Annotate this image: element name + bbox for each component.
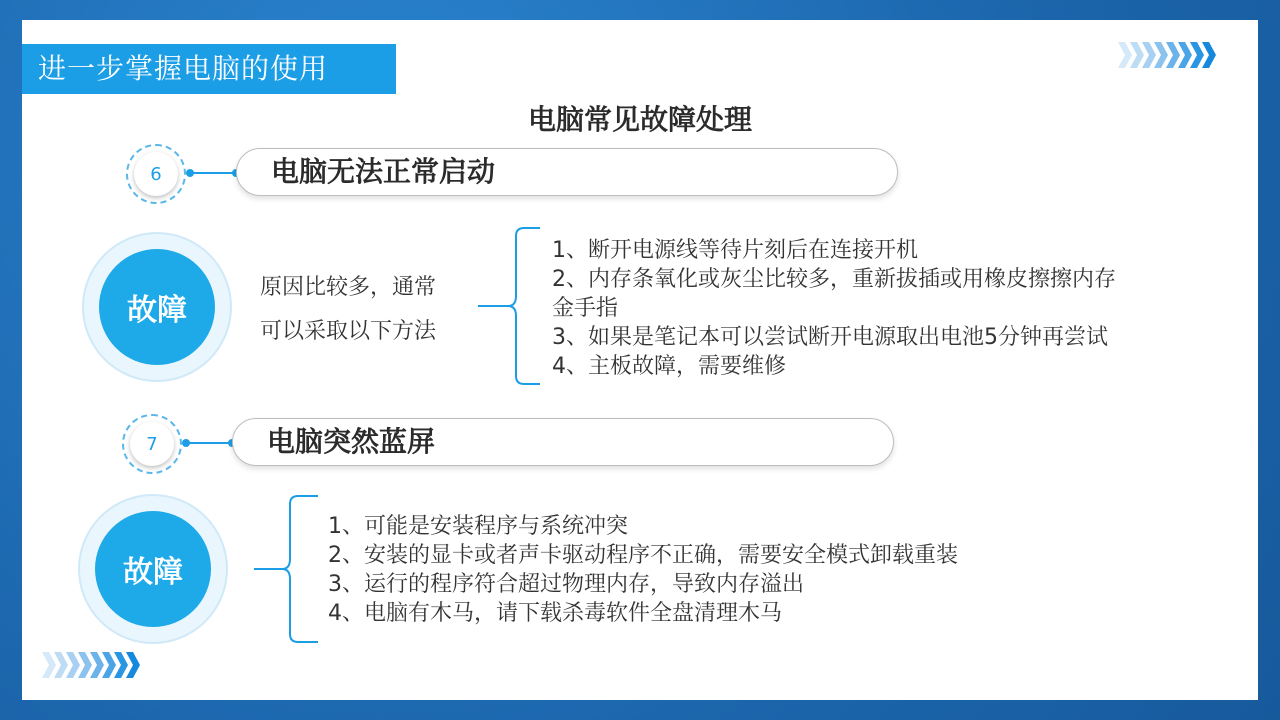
list-item: 4、主板故障，需要维修 bbox=[552, 354, 786, 379]
list-item: 2、内存条氧化或灰尘比较多，重新拔插或用橡皮擦擦内存 bbox=[552, 267, 1116, 292]
list-item: 1、断开电源线等待片刻后在连接开机 bbox=[552, 238, 918, 263]
fault-badge bbox=[82, 232, 232, 382]
list-item: 金手指 bbox=[552, 296, 619, 321]
slide bbox=[22, 20, 1258, 700]
fault-badge bbox=[78, 494, 228, 644]
list-item: 4、电脑有木马，请下载杀毒软件全盘清理木马 bbox=[328, 601, 782, 626]
list-item: 1、可能是安装程序与系统冲突 bbox=[328, 514, 628, 539]
header-banner: 进一步掌握电脑的使用 bbox=[22, 44, 396, 94]
page-title: 电脑常见故障处理 bbox=[527, 103, 752, 136]
section-number-badge bbox=[126, 144, 186, 204]
cause-line: 可以采取以下方法 bbox=[260, 319, 437, 344]
chevron-right-icon bbox=[42, 652, 138, 678]
connector-line bbox=[190, 172, 236, 174]
section-number-badge bbox=[122, 414, 182, 474]
connector-line bbox=[186, 442, 232, 444]
list-item: 3、运行的程序符合超过物理内存，导致内存溢出 bbox=[328, 572, 804, 597]
fault-label: 故障 bbox=[95, 511, 211, 627]
section-heading: 电脑无法正常启动 bbox=[236, 148, 898, 196]
chevron-right-icon bbox=[1118, 42, 1214, 68]
section-number: 7 bbox=[130, 422, 174, 466]
brace-icon bbox=[476, 226, 546, 386]
section-heading: 电脑突然蓝屏 bbox=[232, 418, 894, 466]
brace-icon bbox=[252, 494, 322, 644]
fault-label: 故障 bbox=[99, 249, 215, 365]
list-item: 2、安装的显卡或者声卡驱动程序不正确，需要安全模式卸载重装 bbox=[328, 543, 958, 568]
list-item: 3、如果是笔记本可以尝试断开电源取出电池5分钟再尝试 bbox=[552, 325, 1108, 350]
steps-list bbox=[552, 236, 1116, 381]
cause-text bbox=[260, 266, 436, 354]
section-number: 6 bbox=[134, 152, 178, 196]
steps-list bbox=[328, 512, 958, 628]
cause-line: 原因比较多，通常 bbox=[260, 275, 437, 300]
